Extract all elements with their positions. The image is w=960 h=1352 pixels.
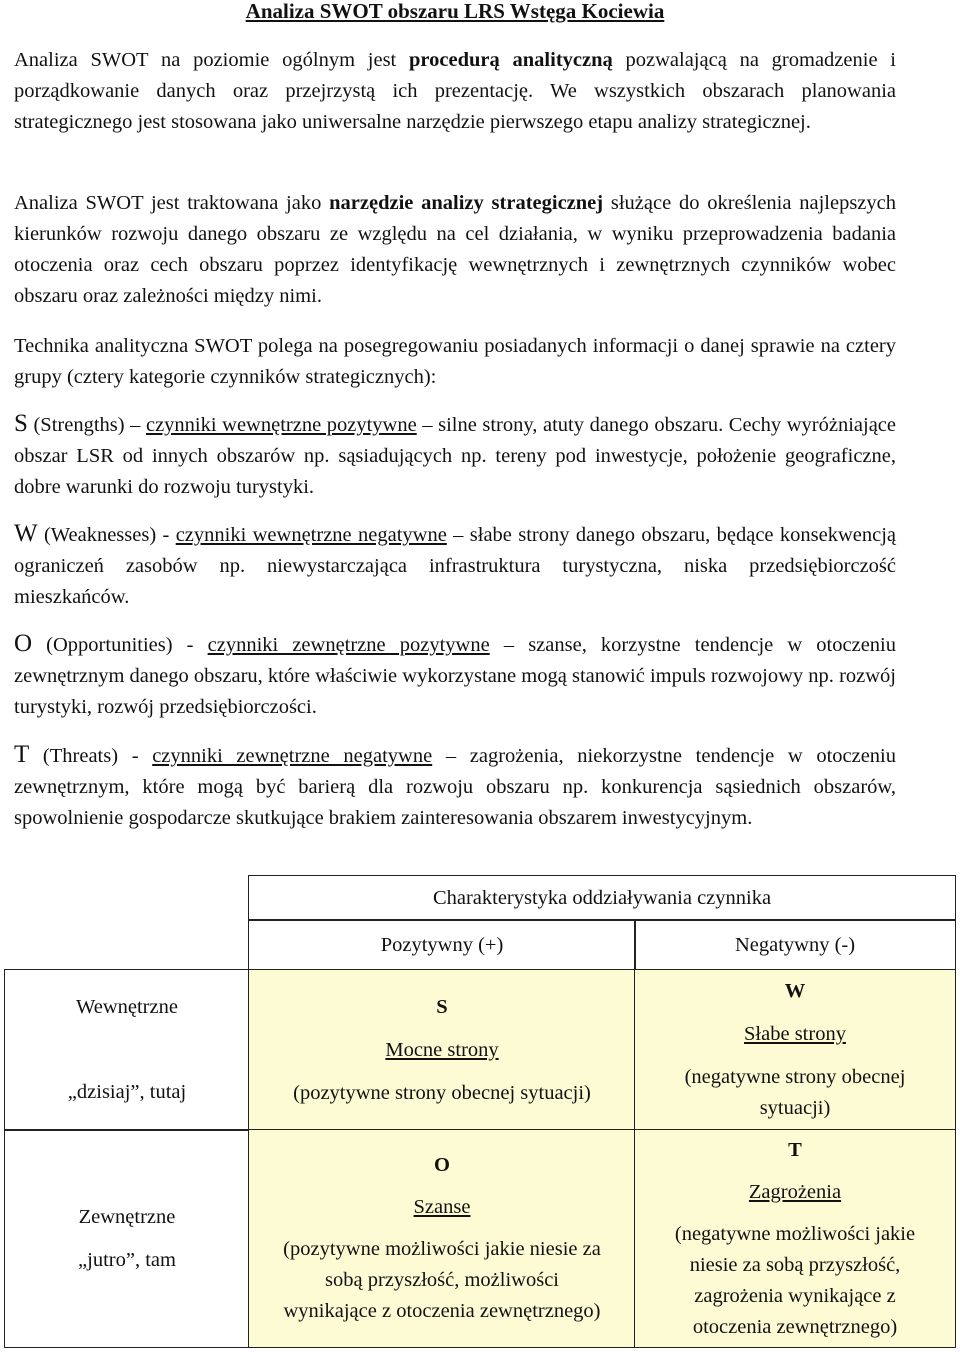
cell-weaknesses-desc-2: sytuacji)	[759, 1097, 831, 1119]
definition-text-2: służące do określenia najlepszych kierunków rozwoju danego obszaru ze względu na cel działania, w wyniku przeprowadzenia badania otoczenia oraz cech obszaru poprzez identyfikację wewnętrznych i zewnętrznych czynników wobec obszaru oraz zależności między nimi.	[14, 192, 897, 307]
swot-cell-weaknesses	[634, 969, 956, 1131]
opportunities-description: – szanse, korzystne tendencje w otoczeniu zewnętrznym danego obszaru, które właściwie wykorzystane mogą stanowić impuls rozwojowy np. rozwój turystyki, rozwój przedsiębiorczości.	[14, 634, 896, 718]
cell-opportunities-desc-1: (pozytywne możliwości jakie niesie za	[283, 1238, 601, 1260]
swot-cell-opportunities	[248, 1129, 636, 1348]
cell-opportunities-name: Szanse	[413, 1196, 471, 1218]
row-header-external	[4, 1129, 250, 1348]
intro-bold: procedurą analityczną	[409, 49, 613, 71]
weaknesses-description: – słabe strony danego obszaru, będące konsekwencją ograniczeń zasobów np. niewystarczająca infrastruktura turystyczna, niska przedsiębiorczość mieszkańców.	[14, 524, 896, 608]
strengths-description: – silne strony, atuty danego obszaru. Cechy wyróżniające obszar LSR od innych obszarów np. sąsiadujących np. tereny pod inwestycje, położenie geograficzne, dobre warunki do rozwoju turystyki.	[14, 414, 896, 498]
definition-bold: narzędzie analizy strategicznej	[329, 192, 604, 214]
swot-cell-threats	[634, 1129, 956, 1348]
cell-opportunities-letter: O	[434, 1154, 450, 1176]
column-positive-text: Pozytywny (+)	[380, 933, 504, 956]
cell-threats-desc-4: otoczenia zewnętrznego)	[692, 1315, 898, 1338]
strengths-letter: S	[14, 410, 28, 437]
threats-description: – zagrożenia, niekorzystne tendencje w otoczeniu zewnętrznym, które mogą być barierą dla rozwoju obszaru np. konkurencja sąsiednich obszarów, spowolnienie gospodarcze skutkujące brakiem zainteresowania obszarem inwestycyjnym.	[14, 745, 897, 829]
threats-letter: T	[14, 741, 30, 768]
weaknesses-letter: W	[14, 520, 38, 547]
column-header-positive	[248, 919, 636, 971]
row-external-label: Zewnętrzne	[78, 1205, 176, 1228]
cell-weaknesses-name: Słabe strony	[744, 1023, 846, 1045]
weaknesses-label: (Weaknesses) -	[37, 524, 176, 546]
threats-label: (Threats) -	[29, 745, 153, 767]
definition-text-1: Analiza SWOT jest traktowana jako	[14, 192, 330, 214]
row-internal-label: Wewnętrzne	[76, 996, 178, 1018]
cell-strengths-letter: S	[436, 995, 448, 1018]
intro-text-2: pozwalającą na gromadzenie i porządkowanie danych oraz przejrzystą ich prezentację. We wszystkich obszarach planowania strategicznego jest stosowana jako uniwersalne narzędzie pierwszego etapu analizy strategicznej.	[14, 49, 896, 133]
weaknesses-category: czynniki wewnętrzne negatywne	[175, 524, 447, 546]
technique-paragraph: Technika analityczna SWOT polega na posegregowaniu posiadanych informacji o danej sprawie na cztery grupy (cztery kategorie czynników strategicznych):	[14, 335, 896, 388]
cell-threats-letter: T	[788, 1138, 802, 1161]
opportunities-letter: O	[14, 630, 33, 657]
row-internal-sublabel: „dzisiaj”, tutaj	[67, 1081, 187, 1103]
threats-category: czynniki zewnętrzne negatywne	[152, 745, 433, 767]
cell-threats-name: Zagrożenia	[748, 1180, 842, 1203]
cell-opportunities-desc-3: wynikające z otoczenia zewnętrznego)	[283, 1300, 601, 1322]
cell-weaknesses-desc-1: (negatywne strony obecnej	[684, 1066, 906, 1088]
cell-opportunities-desc-2: sobą przyszłość, możliwości	[325, 1269, 559, 1291]
cell-threats-desc-1: (negatywne możliwości jakie	[674, 1222, 916, 1245]
opportunities-category: czynniki zewnętrzne pozytywne	[207, 634, 490, 656]
row-external-sublabel: „jutro”, tam	[78, 1248, 176, 1271]
cell-threats-desc-3: zagrożenia wynikające z	[694, 1284, 896, 1307]
intro-text-1: Analiza SWOT na poziomie ogólnym jest	[14, 49, 410, 71]
swot-cell-strengths	[248, 969, 636, 1131]
cell-strengths-desc: (pozytywne strony obecnej sytuacji)	[293, 1081, 591, 1104]
strengths-label: (Strengths) –	[27, 414, 146, 436]
row-header-internal	[4, 969, 250, 1131]
table-header	[248, 875, 956, 921]
cell-threats-desc-2: niesie za sobą przyszłość,	[689, 1253, 901, 1276]
table-header-text: Charakterystyka oddziaływania czynnika	[432, 886, 772, 909]
opportunities-label: (Opportunities) -	[32, 634, 208, 656]
column-negative-text: Negatywny (-)	[734, 933, 856, 956]
page-title: Analiza SWOT obszaru LRS Wstęga Kociewia	[245, 0, 665, 23]
cell-strengths-name: Mocne strony	[385, 1038, 499, 1061]
strengths-category: czynniki wewnętrzne pozytywne	[145, 414, 417, 436]
cell-weaknesses-letter: W	[784, 980, 806, 1002]
column-header-negative	[634, 919, 956, 971]
